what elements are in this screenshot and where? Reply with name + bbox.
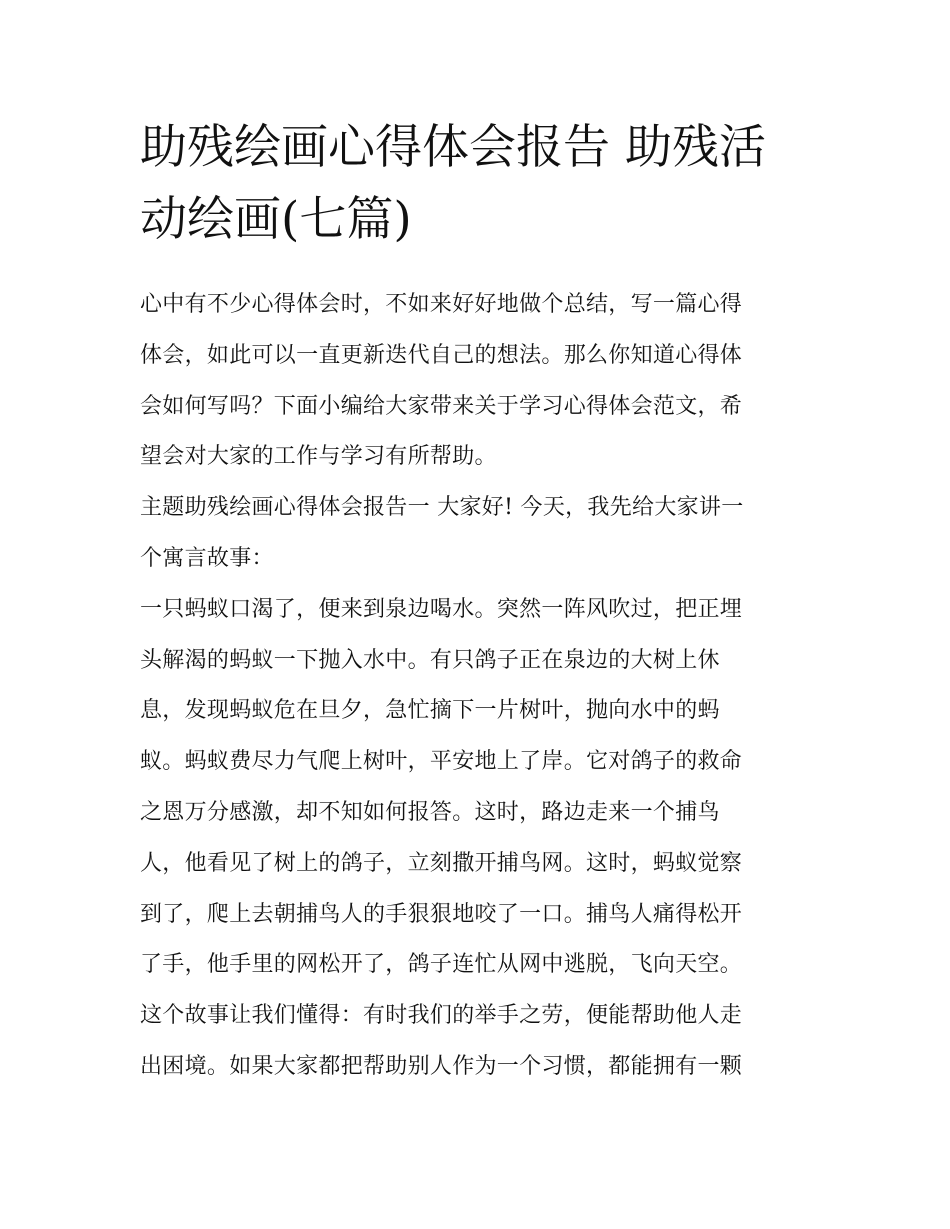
paragraph-story: 一只蚂蚁口渴了，便来到泉边喝水。突然一阵风吹过，把正埋 头解渴的蚂蚁一下抛入水中。有只鸽子正在泉边的大树上休 息，发现蚂蚁危在旦夕，急忙摘下一片树叶，抛向水中的蚂 蚁。蚂蚁费尽力气爬上树叶，平安地上了岸。它对鸽子的救命 之恩万分感激，却不知如何报答。这时，路边走来一个捕鸟 人，他看见了树上的鸽子，立刻撒开捕鸟网。这时，蚂蚁觉察 到了，爬上去朝捕鸟人的手狠狠地咬了一口。捕鸟人痛得松开 了手，他手里的网松开了，鸽子连忙从网中逃脱，飞向天空。 这个故事让我们懂得：有时我们的举手之劳，便能帮助他人走 出困境。如果大家都把帮助别人作为一个习惯，都能拥有一颗 <box>140 596 743 1079</box>
paragraph-intro: 心中有不少心得体会时，不如来好好地做个总结，写一篇心得 体会，如此可以一直更新迭代自己的想法。那么你知道心得体 会如何写吗？下面小编给大家带来关于学习心得体会范文，希 望会对大家的工作与学习有所帮助。 <box>140 292 743 470</box>
paragraph-list <box>140 280 812 1093</box>
paragraph-topic: 主题助残绘画心得体会报告一 大家好! 今天，我先给大家讲一 个寓言故事： <box>140 495 744 571</box>
document-body <box>140 112 812 1093</box>
document-title: 助残绘画心得体会报告 助残活 动绘画(七篇) <box>140 120 766 247</box>
